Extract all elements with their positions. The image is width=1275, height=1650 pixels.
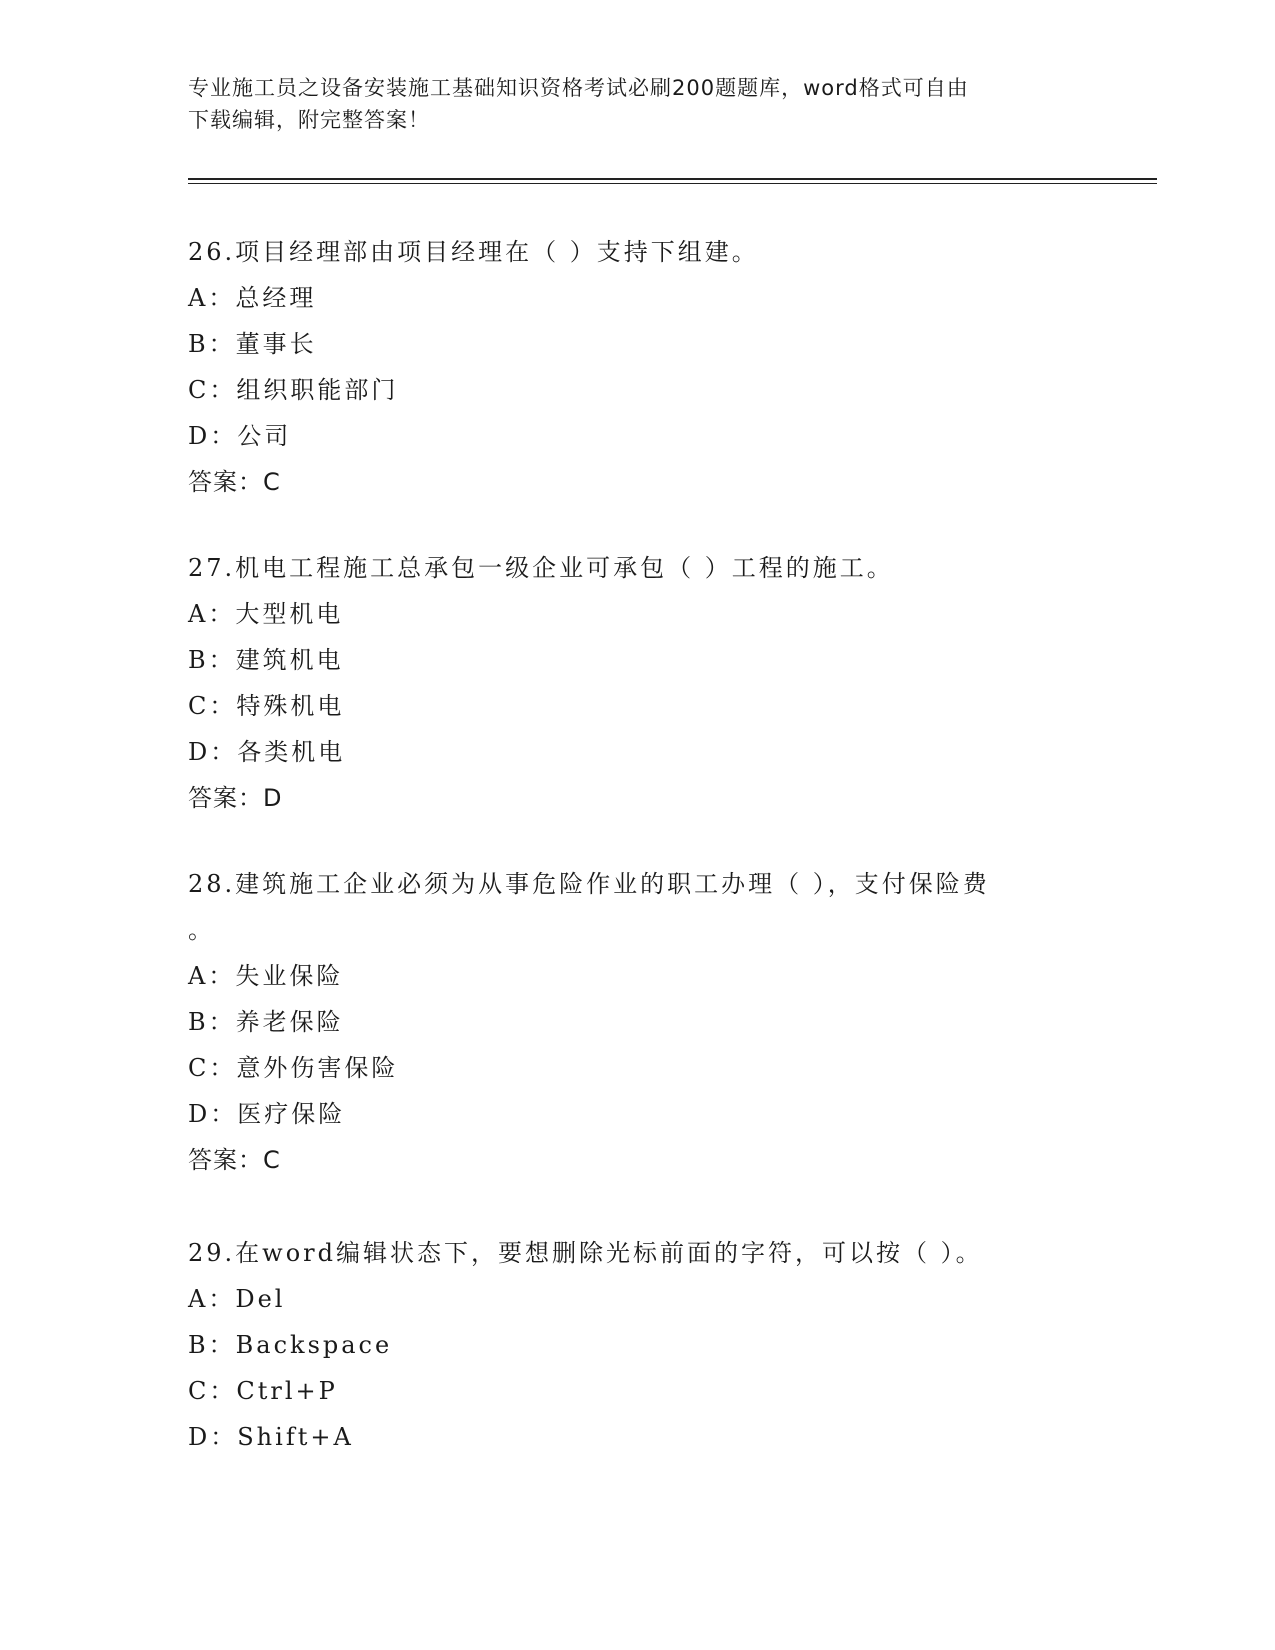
option-c: C：意外伤害保险 — [188, 1054, 399, 1082]
question-28 — [188, 861, 1088, 1183]
option-c: C：特殊机电 — [188, 692, 345, 720]
answer: 答案：C — [188, 468, 281, 496]
option-b: B：董事长 — [188, 330, 317, 358]
question-29 — [188, 1230, 1088, 1460]
question-stem-continuation: 。 — [188, 916, 215, 944]
answer: 答案：C — [188, 1146, 281, 1174]
option-a: A：总经理 — [188, 284, 317, 312]
header-rule-thin — [188, 183, 1157, 184]
option-d: D：Shift+A — [188, 1423, 354, 1451]
question-stem: 28.建筑施工企业必须为从事危险作业的职工办理（ ），支付保险费 — [188, 870, 990, 898]
header-rule-thick — [188, 178, 1157, 180]
header-line-2: 下载编辑，附完整答案！ — [188, 108, 430, 132]
document-header — [188, 72, 1088, 136]
option-c: C：Ctrl+P — [188, 1377, 338, 1405]
option-b: B：Backspace — [188, 1331, 393, 1359]
answer: 答案：D — [188, 784, 283, 812]
question-26 — [188, 229, 1088, 505]
option-c: C：组织职能部门 — [188, 376, 399, 404]
option-a: A：失业保险 — [188, 962, 344, 990]
question-stem: 29.在word编辑状态下，要想删除光标前面的字符，可以按（ ）。 — [188, 1239, 983, 1267]
option-b: B：养老保险 — [188, 1008, 344, 1036]
option-d: D：各类机电 — [188, 738, 346, 766]
option-a: A：大型机电 — [188, 600, 344, 628]
question-stem: 26.项目经理部由项目经理在（ ）支持下组建。 — [188, 238, 759, 266]
option-d: D：公司 — [188, 422, 292, 450]
option-b: B：建筑机电 — [188, 646, 344, 674]
header-line-1: 专业施工员之设备安装施工基础知识资格考试必刷200题题库，word格式可自由 — [188, 76, 969, 100]
question-27 — [188, 545, 1088, 821]
option-d: D：医疗保险 — [188, 1100, 346, 1128]
question-stem: 27.机电工程施工总承包一级企业可承包（ ）工程的施工。 — [188, 554, 894, 582]
option-a: A：Del — [188, 1285, 286, 1313]
